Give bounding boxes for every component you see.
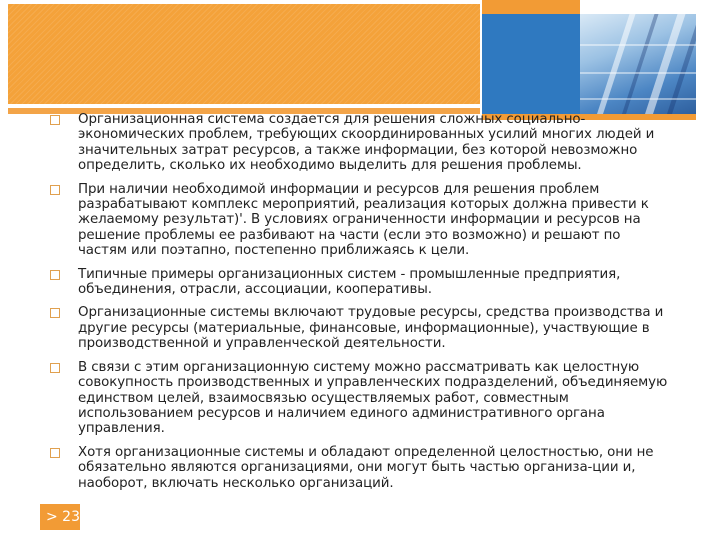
list-item (50, 112, 670, 174)
square-bullet-icon (50, 363, 60, 373)
list-item (50, 445, 670, 491)
bullet-text: Типичные примеры организационных систем - промышленные предприятия, объединения, отрасли, ассоциации, кооперативы. (78, 266, 621, 298)
list-item (50, 267, 670, 298)
square-bullet-icon (50, 270, 60, 280)
header-orange-block (482, 0, 580, 14)
list-item (50, 360, 670, 437)
bullet-text: Организационные системы включают трудовые ресурсы, средства производства и другие ресурсы (материальные, финансовые, информационные), участвующие в производственной и управленческой деятельности. (78, 305, 664, 352)
bullet-list (50, 112, 670, 499)
list-item (50, 182, 670, 259)
header-hatched-band (8, 4, 480, 104)
square-bullet-icon (50, 308, 60, 318)
bullet-text: В связи с этим организационную систему можно рассматривать как целостную совокупность производственных и управленческих подразделений, объединяемую единством целей, взаимосвязью осуществляемых работ, совместным использованием ресурсов и наличием единого административного органа управления. (78, 359, 668, 437)
square-bullet-icon (50, 115, 60, 125)
bullet-text: При наличии необходимой информации и ресурсов для решения проблем разрабатывают комплекс мероприятий, реализация которых должна привести к желаемому результат)'. В условиях ограниченности информации и ресурсов на решение проблемы ее разбивают на части (если это возможно) и решают по частям или поэтапно, постепенно приближаясь к цели. (78, 181, 649, 259)
bullet-text: Организационная система создается для решения сложных социально-экономических проблем, требующих скоординированных усилий многих людей и значительных затрат ресурсов, а также информации, без которой невозможно определить, сколько их необходимо выделить для решения проблемы. (78, 112, 655, 174)
list-item (50, 305, 670, 351)
page-number-badge: > 23 (40, 504, 80, 530)
square-bullet-icon (50, 448, 60, 458)
building-photo (580, 14, 696, 114)
header-blue-block (482, 14, 580, 114)
bullet-text: Хотя организационные системы и обладают определенной целостностью, они не обязательно являются организациями, они могут быть частью организа-ции и, наоборот, включать несколько организаций. (78, 444, 654, 491)
square-bullet-icon (50, 185, 60, 195)
